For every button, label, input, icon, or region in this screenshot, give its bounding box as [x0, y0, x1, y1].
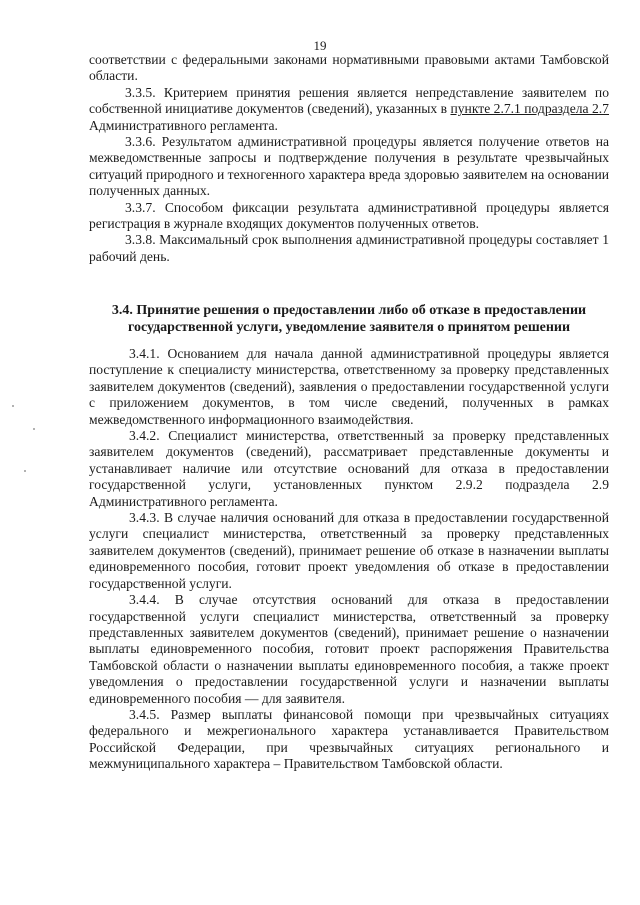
section-text-block	[89, 346, 609, 773]
section-heading-line-2: государственной услуги, уведомление заявителя о принятом решении	[127, 320, 571, 335]
paragraph-3-4-5: 3.4.5. Размер выплаты финансовой помощи при чрезвычайных ситуациях федерального и межрегионального характера устанавливается Правительством Российской Федерации, при чрезвычайных ситуациях регионального и межмуниципального характера – Правительством Тамбовской области.	[89, 706, 609, 772]
regulation-reference-link[interactable]: пункте 2.7.1 подраздела 2.7	[450, 101, 609, 117]
paragraph-3-4-4: 3.4.4. В случае отсутствия оснований для отказа в предоставлении государственной услуги специалист министерства, ответственный за проверку представленных заявителем документов (сведений), принимает решение о назначении выплаты единовременного пособия, готовит проект распоряжения Правительства Тамбовской области о назначении выплаты единовременного пособия, а также проект уведомления о предоставлении государственной услуги и назначении выплаты единовременного пособия — для заявителя.	[89, 592, 609, 706]
paragraph-continuation: соответствии с федеральными законами нормативными правовыми актами Тамбовской области.	[89, 52, 609, 84]
paragraph-3-3-6: 3.3.6. Результатом административной процедуры является получение ответов на межведомственные запросы и подтверждение получения в результате чрезвычайных ситуаций природного и техногенного характера вреда здоровью заявителем на основании полученных данных.	[89, 134, 609, 199]
paragraph-3-3-5-start: 3.3.5. Критерием принятия решения является непредставление заявителем по собственной инициативе документов (сведений), указанных в	[89, 84, 609, 117]
section-heading-line-1: 3.4. Принятие решения о предоставлении либо об отказе в предоставлении	[111, 303, 587, 318]
section-heading	[89, 302, 609, 336]
paragraph-3-3-5-end: Административного регламента.	[89, 117, 278, 133]
paragraph-3-3-5	[89, 85, 609, 134]
scan-speck	[24, 470, 26, 472]
top-text-block	[89, 52, 609, 265]
scan-speck	[33, 428, 35, 430]
paragraph-3-3-7: 3.3.7. Способом фиксации результата административной процедуры является регистрация в журнале входящих документов полученных ответов.	[89, 199, 609, 232]
scan-speck	[12, 405, 14, 407]
paragraph-3-3-8: 3.3.8. Максимальный срок выполнения административной процедуры составляет 1 рабочий день.	[89, 232, 609, 264]
page-number: 19	[313, 38, 327, 53]
paragraph-3-4-2: 3.4.2. Специалист министерства, ответственный за проверку представленных заявителем документов (сведений), рассматривает представленные документы и устанавливает наличие или отсутствие оснований для отказа в предоставлении государственной услуги, установленных пунктом 2.9.2 подраздела 2.9 Административного регламента.	[89, 428, 609, 509]
paragraph-3-4-3: 3.4.3. В случае наличия оснований для отказа в предоставлении государственной услуги специалист министерства, ответственный за проверку представленных заявителем документов (сведений), принимает решение об отказе в назначении выплаты единовременного пособия, готовит проект уведомления об отказе в предоставлении государственной услуги.	[89, 510, 609, 591]
paragraph-3-4-1: 3.4.1. Основанием для начала данной административной процедуры является поступление к специалисту министерства, ответственному за проверку представленных заявителем документов (сведений), заявления о предоставлении государственной услуги с приложением документов, в том числе сведений, полученных в рамках межведомственного информационного взаимодействия.	[89, 346, 609, 427]
